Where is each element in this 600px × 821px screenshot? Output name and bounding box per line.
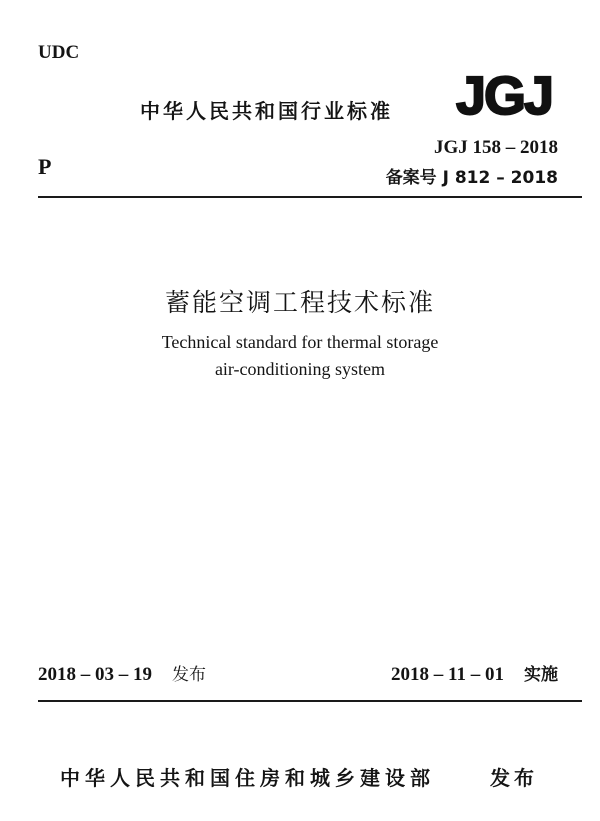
implement-date: 2018 – 11 – 01 (391, 664, 504, 685)
implement-label: 实施 (524, 665, 558, 685)
udc-label: UDC (38, 42, 80, 63)
issue-label: 发布 (172, 665, 206, 685)
issue-block (38, 660, 206, 686)
jgj-logo (446, 66, 562, 122)
title-english-line1: Technical standard for thermal storage (161, 332, 439, 352)
category-label: P (38, 154, 52, 179)
top-divider (38, 196, 582, 198)
record-number: 备案号 J 812 – 2018 (385, 168, 558, 188)
jgj-logo-text: JGJ (455, 66, 553, 122)
industry-standard-heading: 中华人民共和国行业标准 (140, 99, 393, 123)
title-english-line2: air-conditioning system (214, 359, 386, 379)
title-chinese: 蓄能空调工程技术标准 (164, 288, 435, 317)
implement-block (391, 660, 558, 686)
bottom-divider (38, 700, 582, 702)
issue-date: 2018 – 03 – 19 (38, 664, 152, 685)
standard-code: JGJ 158 – 2018 (433, 137, 558, 158)
publisher-name: 中华人民共和国住房和城乡建设部 (60, 766, 435, 790)
publish-label: 发布 (490, 766, 538, 790)
title-english (0, 329, 600, 383)
